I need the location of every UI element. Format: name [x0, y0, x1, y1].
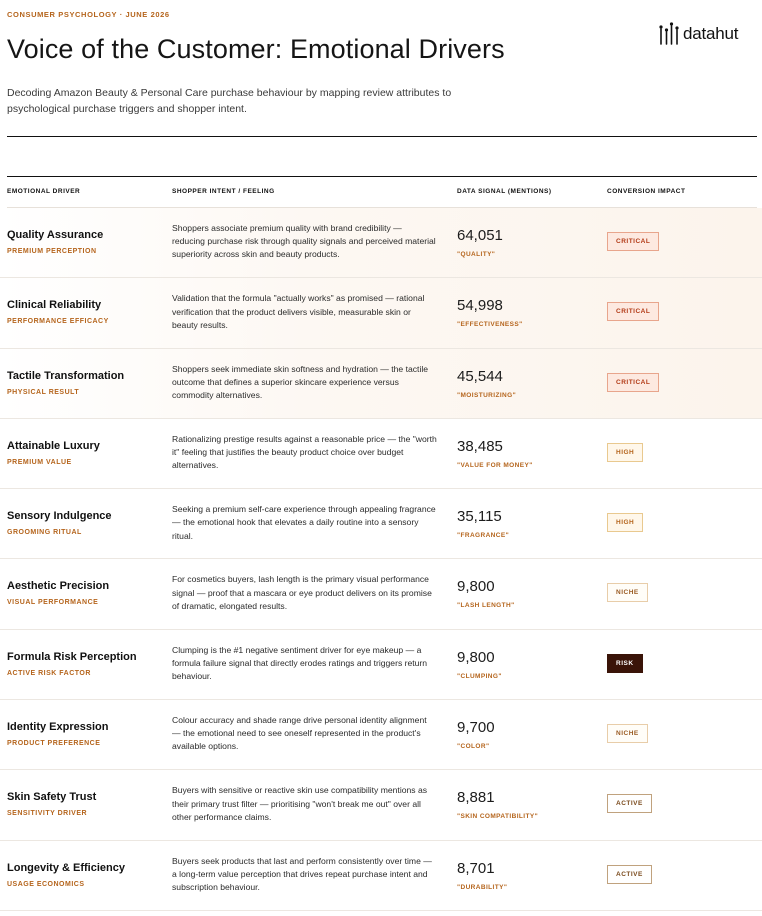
mention-count: 8,701 — [457, 859, 495, 877]
shopper-intent: Buyers with sensitive or reactive skin use compatibility mentions as their primary trust filter — prioritising "won't break me out" over all other performance claims. — [172, 785, 428, 822]
driver-category: PREMIUM VALUE — [7, 458, 72, 466]
driver-category: PRODUCT PREFERENCE — [7, 740, 101, 748]
column-header-intent: SHOPPER INTENT / FEELING — [172, 188, 275, 195]
column-header-driver: EMOTIONAL DRIVER — [7, 188, 81, 195]
shopper-intent: For cosmetics buyers, lash length is the primary visual performance signal — proof that a mascara or eye product delivers on its promise of dramatic, elongated results. — [172, 574, 432, 611]
table-row — [0, 700, 762, 770]
driver-category: PREMIUM PERCEPTION — [7, 248, 97, 255]
table-row — [0, 630, 762, 700]
table-row — [0, 489, 762, 559]
table-row — [0, 349, 762, 419]
signal-keyword: "LASH LENGTH" — [457, 602, 515, 610]
impact-badge: HIGH — [607, 443, 643, 462]
impact-badge: RISK — [607, 654, 643, 673]
driver-name: Sensory Indulgence — [7, 510, 112, 523]
column-header-impact: CONVERSION IMPACT — [607, 188, 686, 195]
signal-keyword: "QUALITY" — [457, 251, 496, 258]
driver-name: Tactile Transformation — [7, 369, 125, 382]
mention-count: 9,800 — [457, 578, 495, 596]
mention-count: 9,800 — [457, 648, 495, 666]
table-row — [0, 208, 762, 278]
impact-badge: HIGH — [607, 513, 643, 532]
mention-count: 9,700 — [457, 719, 495, 737]
driver-name: Quality Assurance — [7, 229, 104, 241]
signal-keyword: "COLOR" — [457, 743, 490, 751]
table-top-rule — [7, 176, 757, 177]
driver-name: Aesthetic Precision — [7, 580, 110, 593]
driver-category: SENSITIVITY DRIVER — [7, 810, 88, 818]
page-title: Voice of the Customer: Emotional Drivers — [7, 34, 505, 64]
table-row — [0, 559, 762, 629]
impact-badge: ACTIVE — [607, 794, 652, 813]
mention-count: 45,544 — [457, 367, 503, 385]
signal-keyword: "EFFECTIVENESS" — [457, 321, 523, 329]
signal-keyword: "MOISTURIZING" — [457, 391, 517, 399]
table-row — [0, 278, 762, 348]
impact-badge: ACTIVE — [607, 865, 652, 884]
divider — [7, 136, 757, 137]
table-body — [0, 208, 762, 911]
shopper-intent: Shoppers seek immediate skin softness and hydration — the tactile outcome that defines a superior skincare experience versus commodity alternatives. — [172, 363, 429, 400]
shopper-intent: Validation that the formula "actually works" as promised — rational verification that the product delivers visible, measurable skin or beauty results. — [172, 293, 425, 330]
driver-category: GROOMING RITUAL — [7, 529, 82, 537]
driver-name: Formula Risk Perception — [7, 650, 137, 663]
signal-keyword: "VALUE FOR MONEY" — [457, 461, 533, 469]
driver-category: VISUAL PERFORMANCE — [7, 599, 99, 607]
impact-badge: NICHE — [607, 724, 648, 743]
logo-text: datahut — [683, 24, 739, 43]
signal-keyword: "DURABILITY" — [457, 883, 508, 891]
signal-keyword: "CLUMPING" — [457, 672, 502, 680]
signal-keyword: "SKIN COMPATIBILITY" — [457, 813, 539, 821]
datahut-logo-icon — [658, 22, 680, 46]
driver-category: ACTIVE RISK FACTOR — [7, 669, 91, 677]
table-row — [0, 419, 762, 489]
table-row — [0, 841, 762, 911]
mention-count: 35,115 — [457, 508, 502, 526]
driver-category: PHYSICAL RESULT — [7, 388, 80, 396]
mention-count: 38,485 — [457, 437, 503, 455]
table-row — [0, 770, 762, 840]
table-header — [0, 188, 762, 200]
driver-category: PERFORMANCE EFFICACY — [7, 318, 109, 326]
driver-name: Identity Expression — [7, 721, 109, 734]
shopper-intent: Buyers seek products that last and perform consistently over time — a long-term value perception that drives repeat purchase intent and subscription behaviour. — [172, 855, 432, 893]
shopper-intent: Clumping is the #1 negative sentiment driver for eye makeup — a formula failure signal that directly erodes ratings and triggers return behaviour. — [172, 644, 428, 682]
driver-name: Longevity & Efficiency — [7, 861, 125, 874]
driver-name: Skin Safety Trust — [7, 791, 97, 804]
eyebrow-label: CONSUMER PSYCHOLOGY · JUNE 2026 — [7, 10, 170, 19]
impact-badge: CRITICAL — [607, 373, 659, 392]
column-header-signal: DATA SIGNAL (MENTIONS) — [457, 188, 552, 195]
brand-logo — [658, 22, 738, 46]
shopper-intent: Shoppers associate premium quality with brand credibility — reducing purchase risk through quality signals and perceived material superiority across skin and beauty products. — [172, 223, 436, 260]
mention-count: 8,881 — [457, 789, 495, 807]
mention-count: 64,051 — [457, 227, 503, 244]
driver-name: Clinical Reliability — [7, 299, 102, 312]
mention-count: 54,998 — [457, 297, 503, 315]
shopper-intent: Rationalizing prestige results against a reasonable price — the "worth it" feeling that justifies the beauty product choice over budget alternatives. — [172, 433, 437, 471]
page-subtitle: Decoding Amazon Beauty & Personal Care purchase behaviour by mapping review attributes to psychological purchase triggers and shopper intent. — [7, 87, 452, 115]
signal-keyword: "FRAGRANCE" — [457, 532, 510, 540]
impact-badge: CRITICAL — [607, 232, 659, 251]
driver-category: USAGE ECONOMICS — [7, 880, 85, 888]
shopper-intent: Colour accuracy and shade range drive personal identity alignment — the emotional need to see oneself represented in the product's available options. — [172, 715, 427, 752]
impact-badge: NICHE — [607, 583, 648, 602]
impact-badge: CRITICAL — [607, 302, 659, 321]
driver-name: Attainable Luxury — [7, 439, 100, 452]
shopper-intent: Seeking a premium self-care experience through appealing fragrance — the emotional hook that elevates a daily routine into a sensory ritual. — [172, 504, 436, 541]
